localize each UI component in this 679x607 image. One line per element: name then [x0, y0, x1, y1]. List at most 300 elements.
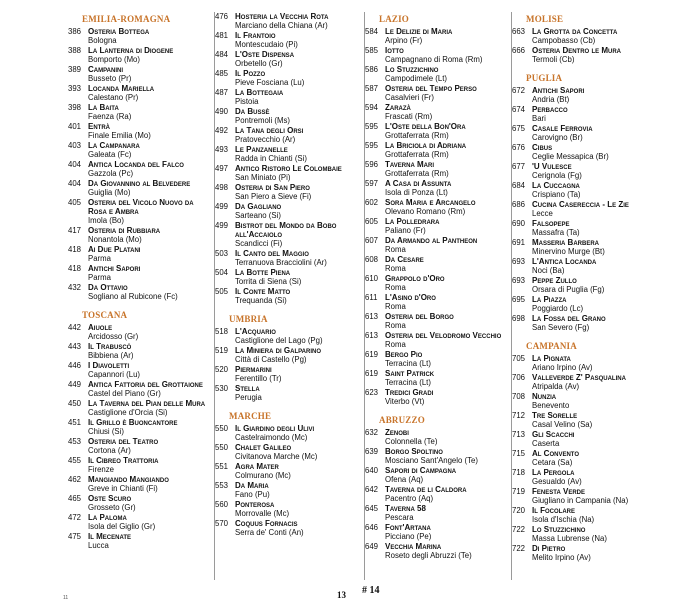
entry-text [88, 532, 214, 551]
region-heading: PUGLIA [526, 72, 563, 83]
entry-text [532, 373, 662, 392]
restaurant-entry [512, 506, 662, 525]
restaurant-location: Roma [385, 340, 406, 350]
entry-text [532, 468, 662, 487]
entry-text [385, 84, 511, 103]
restaurant-location: Roma [385, 264, 406, 274]
restaurant-entry [512, 124, 662, 143]
restaurant-name: Sapori di Campagna [385, 465, 457, 475]
restaurant-name: La Tana degli Orsi [235, 125, 304, 135]
page-ref-number: 595 [365, 121, 379, 131]
page-ref-number: 645 [365, 503, 379, 513]
page-number-right: # 14 [362, 585, 380, 596]
restaurant-location: Arpino (Fr) [385, 36, 423, 46]
page-ref-number: 472 [68, 512, 82, 522]
page-ref-number: 715 [512, 448, 526, 458]
restaurant-name: L'Acquario [235, 327, 276, 337]
restaurant-location: Grottaferrata (Rm) [385, 131, 449, 141]
entry-text [88, 342, 214, 361]
entry-text [532, 257, 662, 276]
entry-text [385, 46, 511, 65]
entry-text [385, 369, 511, 388]
restaurant-name: Masseria Barbera [532, 237, 600, 247]
restaurant-location: Campagnano di Roma (Rm) [385, 55, 483, 65]
restaurant-name: Le Delizie di Maria [385, 27, 453, 36]
region-section [512, 341, 662, 562]
page-ref-number: 649 [365, 541, 379, 551]
restaurant-location: Roseto degli Abruzzi (Te) [385, 550, 472, 560]
page-ref-number: 640 [365, 465, 379, 475]
restaurant-location: Busseto (Pr) [88, 74, 132, 84]
restaurant-location: Orbetello (Gr) [235, 59, 283, 69]
restaurant-location: Trequanda (Si) [235, 296, 287, 306]
entry-text [385, 293, 511, 312]
entry-text [88, 437, 214, 456]
entry-text [235, 519, 364, 538]
restaurant-location: Ferentillo (Tr) [235, 374, 282, 384]
restaurant-entry [512, 295, 662, 314]
restaurant-location: Cetara (Sa) [532, 457, 573, 467]
entry-text [235, 183, 364, 202]
entry-text [532, 162, 662, 181]
entry-text [385, 274, 511, 293]
restaurant-entry [365, 179, 511, 198]
restaurant-name: La Cuccagna [532, 180, 580, 190]
restaurant-location: Castiglione d'Orcia (Si) [88, 408, 168, 418]
restaurant-name: La Baita [88, 102, 119, 112]
restaurant-name: Aiuole [88, 323, 113, 333]
entry-text [385, 27, 511, 46]
entry-text [385, 350, 511, 369]
restaurant-entry [215, 327, 364, 346]
entry-text [385, 485, 511, 504]
restaurant-entry [512, 373, 662, 392]
entry-text [235, 107, 364, 126]
restaurant-name: Osteria di Rubbiara [88, 226, 161, 236]
restaurant-name: Antica Locanda del Falco [88, 159, 184, 169]
page-ref-number: 602 [365, 197, 379, 207]
restaurant-name: Il Cibreo Trattoria [88, 455, 159, 465]
entry-text [235, 164, 364, 183]
entry-text [235, 249, 364, 268]
restaurant-name: Zarazà [385, 102, 411, 112]
restaurant-entry [512, 27, 662, 46]
region-heading: EMILIA-ROMAGNA [82, 14, 171, 24]
page-ref-number: 505 [215, 287, 229, 297]
restaurant-location: Terranuova Bracciolini (Ar) [235, 258, 327, 268]
region-section [512, 14, 662, 65]
page-ref-number: 388 [68, 45, 82, 55]
page-ref-number: 611 [365, 292, 378, 302]
entry-text [235, 12, 364, 31]
entry-text [88, 399, 214, 418]
restaurant-name: Vecchia Marina [385, 541, 442, 551]
restaurant-entry [365, 65, 511, 84]
restaurant-location: Ariano Irpino (Av) [532, 363, 593, 373]
restaurant-location: Roma [385, 302, 406, 312]
restaurant-location: Massafra (Ta) [532, 228, 580, 238]
entry-text [235, 384, 364, 403]
restaurant-entry [512, 219, 662, 238]
restaurant-entry [68, 122, 214, 141]
entry-text [235, 202, 364, 221]
page-ref-number: 676 [512, 142, 526, 152]
restaurant-entry [512, 162, 662, 181]
restaurant-entry [512, 181, 662, 200]
restaurant-entry [365, 312, 511, 331]
page-ref-number: 720 [512, 505, 526, 515]
restaurant-location: Casalvieri (Fr) [385, 93, 434, 103]
restaurant-entry [365, 466, 511, 485]
entry-text [235, 365, 364, 384]
restaurant-name: Il Frantoio [235, 30, 276, 40]
region-section [512, 73, 662, 332]
restaurant-entry [68, 226, 214, 245]
restaurant-entry [365, 103, 511, 122]
restaurant-name: Taverna 58 [385, 503, 426, 513]
restaurant-entry [68, 456, 214, 475]
page-ref-number: 642 [365, 484, 379, 494]
restaurant-name: Osteria del Teatro [88, 436, 159, 446]
restaurant-entry [365, 523, 511, 542]
page-ref-number: 722 [512, 524, 526, 534]
restaurant-entry [512, 200, 662, 219]
restaurant-name: La Briciola di Adriana [385, 140, 467, 150]
entry-text [385, 466, 511, 485]
entry-text [88, 122, 214, 141]
restaurant-entry [68, 342, 214, 361]
restaurant-name: Entrà [88, 121, 110, 131]
region-section [365, 14, 511, 406]
restaurant-location: Olevano Romano (Rm) [385, 207, 466, 217]
entry-text [235, 126, 364, 145]
restaurant-name: Taverna de li Caldora [385, 484, 467, 494]
restaurant-entry [215, 443, 364, 462]
page-ref-number: 698 [512, 313, 526, 323]
entry-text [385, 523, 511, 542]
region-heading: MARCHE [229, 411, 272, 421]
restaurant-entry [215, 268, 364, 287]
restaurant-location: Grottaferrata (Rm) [385, 150, 449, 160]
restaurant-name: Gli Scacchi [532, 429, 575, 439]
restaurant-entry [215, 221, 364, 249]
page-ref-number: 595 [365, 140, 379, 150]
entry-text [88, 179, 214, 198]
entry-text [88, 380, 214, 399]
restaurant-entry [512, 525, 662, 544]
restaurant-location: Perugia [235, 393, 262, 403]
page-ref-number: 487 [215, 87, 229, 97]
restaurant-name: Antico Ristoro Le Colombaie [235, 163, 342, 173]
restaurant-entry [68, 437, 214, 456]
restaurant-name: Lo Stuzzichino [532, 524, 586, 534]
restaurant-location: Picciano (Pe) [385, 531, 432, 541]
page-ref-number: 587 [365, 83, 379, 93]
page-ref-number: 484 [215, 49, 229, 59]
restaurant-location: Guiglia (Mo) [88, 188, 131, 198]
restaurant-entry [215, 384, 364, 403]
restaurant-location: Fano (Pu) [235, 490, 270, 500]
page-ref-number: 639 [365, 446, 379, 456]
restaurant-name: Cucina Casereccia - Le Zie [532, 199, 629, 209]
restaurant-name: Al Convento [532, 448, 580, 458]
entry-text [88, 361, 214, 380]
page-ref-number: 677 [512, 161, 526, 171]
page-ref-number: 607 [365, 235, 379, 245]
restaurant-name: Tre Sorelle [532, 410, 578, 420]
entry-text [88, 456, 214, 475]
restaurant-entry [215, 69, 364, 88]
restaurant-name: Bistrot del Mondo da Bobo all'Accaiolo [235, 220, 337, 240]
restaurant-name: La Pergola [532, 467, 575, 477]
entry-text [235, 31, 364, 50]
restaurant-entry [68, 65, 214, 84]
restaurant-location: Minervino Murge (Bt) [532, 247, 605, 257]
restaurant-name: Il Focolare [532, 505, 575, 515]
restaurant-location: Roma [385, 245, 406, 255]
page-ref-number: 596 [365, 159, 379, 169]
restaurant-entry [512, 430, 662, 449]
restaurant-location: Benevento [532, 401, 570, 411]
page-number-left: 13 [337, 590, 346, 600]
page-ref-number: 449 [68, 380, 82, 390]
entry-text [532, 449, 662, 468]
restaurant-entry [215, 145, 364, 164]
page-footer [0, 583, 679, 607]
entry-text [532, 544, 662, 563]
page-ref-number: 401 [68, 121, 82, 131]
page-ref-number: 462 [68, 474, 82, 484]
entry-text [235, 268, 364, 287]
entry-text [385, 179, 511, 198]
restaurant-name: A Casa di Assunta [385, 178, 452, 188]
restaurant-entry [512, 276, 662, 295]
restaurant-entry [68, 380, 214, 399]
entry-text [385, 331, 511, 350]
page-ref-number: 722 [512, 543, 526, 553]
restaurant-name: Ponterosa [235, 499, 275, 509]
page-ref-number: 584 [365, 27, 379, 36]
entry-text [532, 105, 662, 124]
entry-text [88, 323, 214, 342]
restaurant-name: Da Giovannino al Belvedere [88, 178, 191, 188]
page-ref-number: 432 [68, 283, 82, 293]
region-section [215, 12, 364, 306]
restaurant-name: Osteria Dentro le Mura [532, 45, 621, 55]
restaurant-location: Bomporto (Mo) [88, 55, 140, 65]
region-heading: LAZIO [379, 14, 410, 24]
restaurant-entry [365, 485, 511, 504]
page-ref-number: 619 [365, 368, 379, 378]
entry-text [385, 141, 511, 160]
restaurant-entry [215, 519, 364, 538]
restaurant-entry [215, 183, 364, 202]
page-ref-number: 713 [512, 429, 526, 439]
page-ref-number: 490 [215, 106, 229, 116]
restaurant-name: Osteria Bottega [88, 27, 150, 36]
restaurant-location: Finale Emilia (Mo) [88, 131, 151, 141]
restaurant-name: Da Bussè [235, 106, 270, 116]
restaurant-location: Marciano della Chiana (Ar) [235, 21, 328, 31]
page-ref-number: 632 [365, 427, 379, 437]
page-ref-number: 706 [512, 372, 526, 382]
restaurant-location: San Piero a Sieve (Fi) [235, 192, 312, 202]
entry-text [88, 418, 214, 437]
page-ref-number: 550 [215, 442, 229, 452]
restaurant-name: Antichi Sapori [88, 264, 141, 274]
restaurant-name: La Pignata [532, 353, 571, 363]
restaurant-entry [215, 126, 364, 145]
index-column-1 [68, 12, 215, 580]
index-column-4 [512, 12, 662, 580]
restaurant-name: L'Oste della Bon'Ora [385, 121, 466, 131]
restaurant-entry [68, 283, 214, 302]
restaurant-name: La Bottegaia [235, 87, 284, 97]
entry-text [385, 65, 511, 84]
restaurant-entry [512, 487, 662, 506]
index-column-3 [365, 12, 512, 580]
restaurant-name: Oste Scuro [88, 493, 132, 503]
entry-text [532, 506, 662, 525]
restaurant-entry [512, 468, 662, 487]
restaurant-location: Terracina (Lt) [385, 378, 431, 388]
restaurant-entry [215, 164, 364, 183]
restaurant-name: Da Maria [235, 480, 269, 490]
restaurant-name: Bergo Pio [385, 349, 423, 359]
restaurant-location: Massa Lubrense (Na) [532, 533, 607, 543]
restaurant-entry [215, 31, 364, 50]
restaurant-location: Campodimele (Lt) [385, 74, 447, 84]
restaurant-location: Pieve Fosciana (Lu) [235, 78, 305, 88]
entry-text [385, 122, 511, 141]
page-ref-number: 455 [68, 455, 82, 465]
restaurant-entry [365, 542, 511, 561]
page-ref-number: 499 [215, 220, 229, 230]
restaurant-location: Isola del Giglio (Gr) [88, 522, 156, 532]
page-ref-number: 519 [215, 346, 229, 356]
entry-text [532, 295, 662, 314]
restaurant-name: L'Oste Dispensa [235, 49, 295, 59]
page-ref-number: 530 [215, 384, 229, 394]
entry-text [532, 143, 662, 162]
restaurant-entry [365, 198, 511, 217]
restaurant-name: Chalet Galileo [235, 442, 292, 452]
restaurant-name: Di Pietro [532, 543, 566, 553]
restaurant-entry [512, 238, 662, 257]
restaurant-name: L'Asino d'Oro [385, 292, 436, 302]
page-ref-number: 550 [215, 424, 229, 433]
restaurant-name: Lo Stuzzichino [385, 64, 439, 74]
restaurant-name: Il Mecenate [88, 531, 131, 541]
page-ref-number: 450 [68, 399, 82, 409]
restaurant-entry [215, 365, 364, 384]
restaurant-name: Le Panzanelle [235, 144, 288, 154]
entry-text [235, 88, 364, 107]
restaurant-location: Pistoia [235, 97, 259, 107]
page-ref-number: 453 [68, 436, 82, 446]
restaurant-location: Crispiano (Ta) [532, 190, 581, 200]
restaurant-entry [68, 323, 214, 342]
page-ref-number: 465 [68, 493, 82, 503]
restaurant-location: Calestano (Pr) [88, 93, 139, 103]
region-section [68, 310, 214, 550]
restaurant-location: Andria (Bt) [532, 95, 570, 105]
restaurant-name: Nunzia [532, 391, 557, 401]
restaurant-name: Il Pozzo [235, 68, 266, 78]
restaurant-entry [215, 249, 364, 268]
entry-text [88, 245, 214, 264]
restaurant-entry [365, 27, 511, 46]
restaurant-entry [365, 504, 511, 523]
restaurant-location: Poggiardo (Lc) [532, 304, 584, 314]
restaurant-entry [365, 46, 511, 65]
restaurant-location: Isola di Ponza (Lt) [385, 188, 448, 198]
page-ref-number: 718 [512, 467, 526, 477]
entry-text [532, 430, 662, 449]
page-ref-number: 646 [365, 522, 379, 532]
restaurant-location: Bari [532, 114, 546, 124]
entry-text [88, 160, 214, 179]
restaurant-location: Capannori (Lu) [88, 370, 141, 380]
entry-text [235, 500, 364, 519]
restaurant-entry [68, 399, 214, 418]
page-ref-number: 610 [365, 273, 379, 283]
page-ref-number: 674 [512, 104, 526, 114]
restaurant-entry [68, 475, 214, 494]
restaurant-location: Città di Castello (Pg) [235, 355, 307, 365]
page-ref-number: 417 [68, 226, 82, 236]
restaurant-entry [68, 103, 214, 122]
restaurant-name: I Diavoletti [88, 361, 130, 371]
restaurant-location: Serra de' Conti (An) [235, 528, 304, 538]
restaurant-location: Terracina (Lt) [385, 359, 431, 369]
restaurant-entry [215, 88, 364, 107]
restaurant-name: La Lanterna di Diogene [88, 45, 174, 55]
restaurant-location: Colonnella (Te) [385, 436, 438, 446]
entry-text [235, 462, 364, 481]
entry-text [532, 525, 662, 544]
restaurant-name: La Polledrara [385, 216, 440, 226]
page-ref-number: 586 [365, 64, 379, 74]
page-ref-number: 570 [215, 518, 229, 528]
restaurant-location: Roma [385, 321, 406, 331]
restaurant-entry [68, 513, 214, 532]
entry-text [88, 46, 214, 65]
restaurant-name: Osteria del Velodromo Vecchio [385, 330, 502, 340]
page-ref-number: 498 [215, 182, 229, 192]
page-ref-number: 446 [68, 361, 82, 371]
restaurant-location: Gazzola (Pc) [88, 169, 134, 179]
restaurant-entry [68, 361, 214, 380]
restaurant-location: Faenza (Ra) [88, 112, 132, 122]
page-ref-number: 693 [512, 256, 526, 266]
restaurant-location: Radda in Chianti (Si) [235, 154, 307, 164]
page-ref-number: 518 [215, 327, 229, 337]
restaurant-location: Cerignola (Fg) [532, 171, 582, 181]
restaurant-entry [215, 424, 364, 443]
restaurant-location: Pacentro (Aq) [385, 493, 434, 503]
restaurant-name: Il Canto del Maggio [235, 249, 309, 259]
region-heading: TOSCANA [82, 310, 128, 321]
restaurant-location: Caserta [532, 439, 560, 448]
region-section [68, 14, 214, 302]
entry-text [385, 103, 511, 122]
entry-text [88, 27, 214, 46]
restaurant-entry [68, 264, 214, 283]
entry-text [385, 447, 511, 466]
restaurant-entry [365, 236, 511, 255]
restaurant-location: Frascati (Rm) [385, 112, 433, 122]
